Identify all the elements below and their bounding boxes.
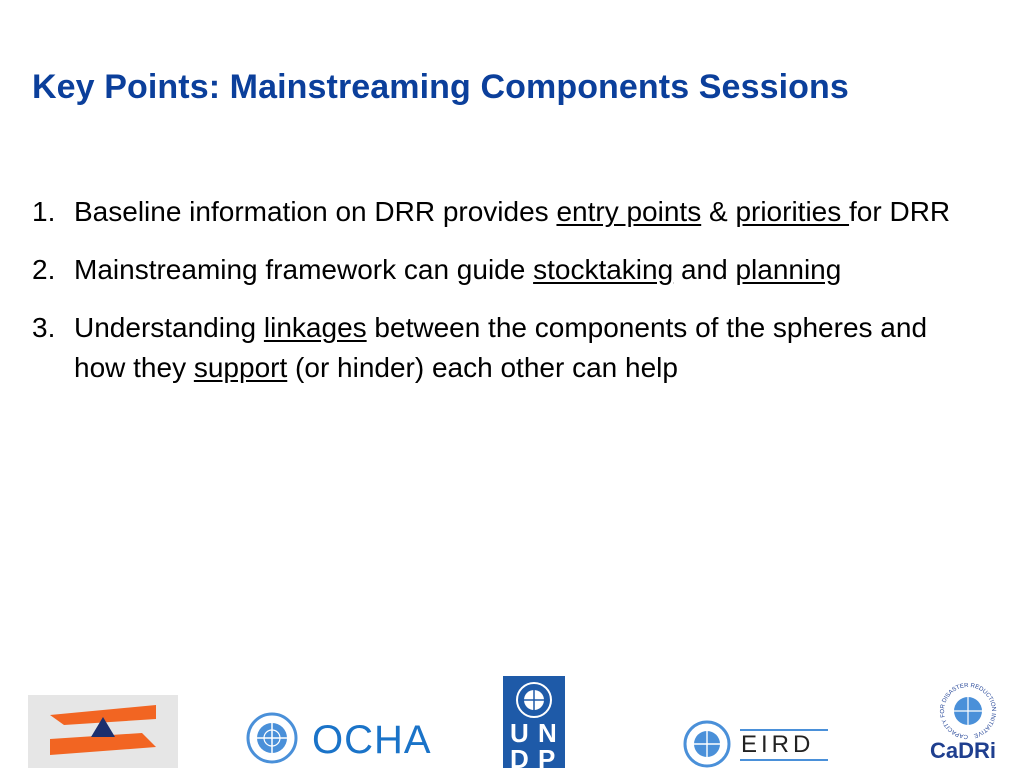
list-item bbox=[32, 192, 962, 232]
drr-program-logo bbox=[28, 695, 178, 768]
cadri-logo-text: CaDRi bbox=[930, 738, 997, 763]
item-text: & bbox=[701, 196, 736, 227]
undp-letter: D bbox=[510, 744, 529, 768]
underlined-term: priorities bbox=[735, 196, 850, 227]
item-text: for DRR bbox=[849, 196, 951, 227]
item-text: Baseline information on DRR provides bbox=[74, 196, 557, 227]
un-emblem-icon bbox=[246, 712, 298, 764]
item-text: (or hinder) each other can help bbox=[287, 352, 678, 383]
slide-title: Key Points: Mainstreaming Components Sessions bbox=[32, 68, 849, 106]
item-number: 1. bbox=[32, 196, 56, 227]
undp-logo bbox=[503, 676, 565, 768]
item-text: between the components of the spheres and how they bbox=[74, 312, 928, 383]
undp-letter: U bbox=[510, 718, 529, 748]
underlined-term: planning bbox=[735, 254, 842, 285]
underlined-term: linkages bbox=[263, 312, 367, 343]
list-item bbox=[32, 250, 962, 290]
key-points-list bbox=[32, 192, 962, 406]
undp-letter: P bbox=[538, 744, 556, 768]
undp-letter: N bbox=[538, 718, 557, 748]
item-text: Mainstreaming framework can guide bbox=[74, 254, 534, 285]
underlined-term: entry points bbox=[556, 196, 702, 227]
underlined-term: stocktaking bbox=[533, 254, 674, 285]
cadri-emblem-icon bbox=[936, 683, 1000, 741]
un-emblem-icon bbox=[682, 720, 732, 768]
item-number: 2. bbox=[32, 254, 56, 285]
item-text: Understanding bbox=[74, 312, 264, 343]
item-text: and bbox=[673, 254, 736, 285]
ocha-logo-text: OCHA bbox=[312, 718, 432, 762]
eird-logo-text: EIRD bbox=[741, 731, 815, 758]
list-item bbox=[32, 308, 962, 388]
underlined-term: support bbox=[193, 352, 288, 383]
cadri-ring-text: CAPACITY FOR DISASTER REDUCTION INITIATIVE bbox=[940, 683, 997, 740]
item-number: 3. bbox=[32, 312, 56, 343]
